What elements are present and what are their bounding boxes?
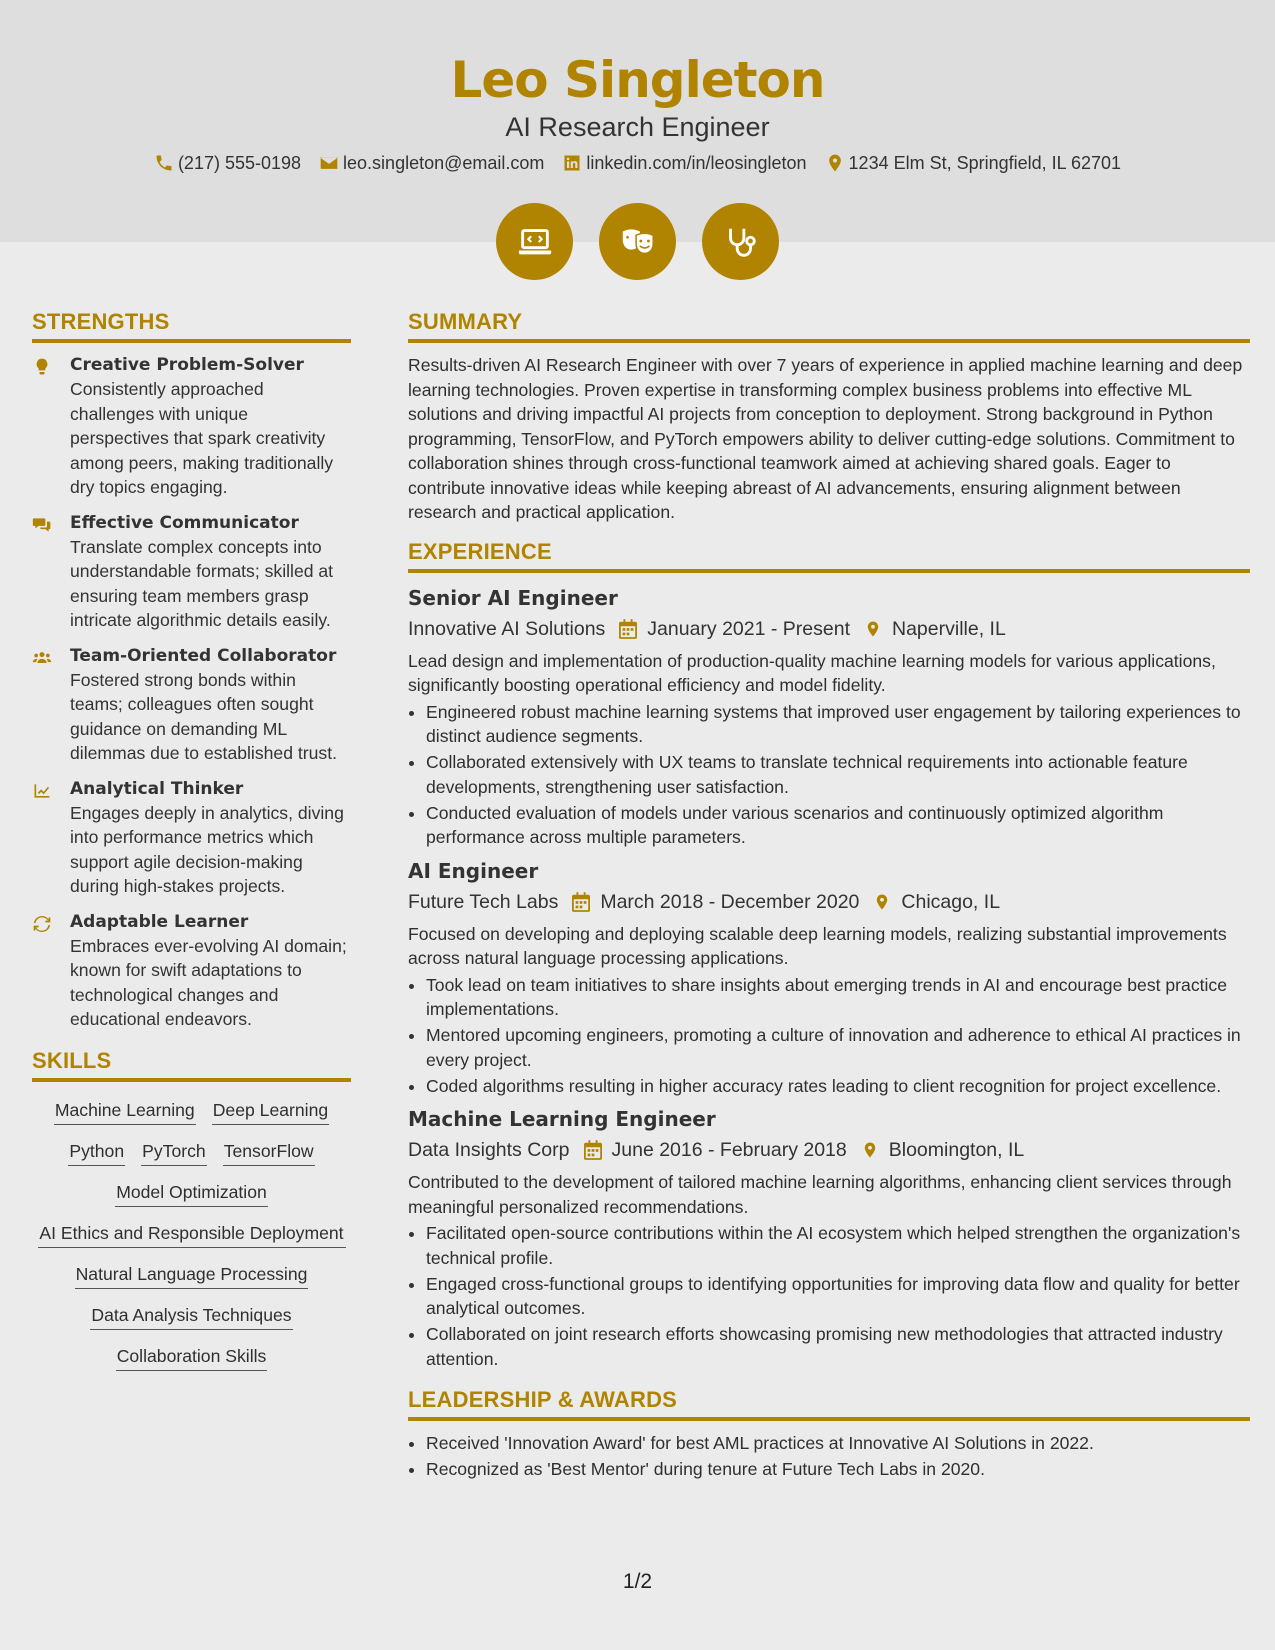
strengths-heading: STRENGTHS xyxy=(32,307,351,343)
email-text: leo.singleton@email.com xyxy=(343,153,545,173)
strength-desc: Fostered strong bonds within teams; colleagues often sought guidance on demanding ML dilemmas due to established trust. xyxy=(70,669,337,763)
skill-tag: Deep Learning xyxy=(212,1098,329,1125)
strength-item xyxy=(32,511,351,633)
address-text: 1234 Elm St, Springfield, IL 62701 xyxy=(848,153,1122,173)
job-bullet: • Collaborated extensively with UX teams to translate technical requirements into actionable feature developments, strengthening user satisfaction. xyxy=(426,750,1250,799)
strength-desc: Translate complex concepts into understandable formats; skilled at ensuring team members grasp intricate algorithmic details easily. xyxy=(70,536,334,630)
contact-email[interactable] xyxy=(319,151,544,175)
contact-phone[interactable] xyxy=(154,151,301,175)
candidate-name: Leo Singleton xyxy=(450,51,825,109)
sync-icon xyxy=(32,914,52,934)
job-bullet: • Took lead on team initiatives to share insights about emerging trends in AI and encourage best practice implementations. xyxy=(426,973,1250,1022)
chart-line-icon xyxy=(32,781,52,801)
skill-tag: Machine Learning xyxy=(54,1098,196,1125)
awards-list xyxy=(408,1431,1250,1482)
job-company: Future Tech Labs xyxy=(408,890,559,913)
job-bullets xyxy=(408,700,1250,850)
candidate-title: AI Research Engineer xyxy=(505,112,770,142)
skill-tag: Natural Language Processing xyxy=(75,1262,309,1289)
job-entry xyxy=(408,856,1250,1099)
page-number: 1/2 xyxy=(622,1570,653,1593)
skills-heading: SKILLS xyxy=(32,1046,351,1082)
location-pin-icon xyxy=(861,1140,879,1160)
job-location: Bloomington, IL xyxy=(888,1139,1025,1161)
skills-list xyxy=(32,1092,351,1379)
job-bullet: • Mentored upcoming engineers, promoting a culture of innovation and adherence to ethical AI practices in every project. xyxy=(426,1023,1250,1072)
job-description: Lead design and implementation of production-quality machine learning models for various applications, significantly boosting operational efficiency and model fidelity. xyxy=(408,650,1216,695)
job-dates: January 2021 - Present xyxy=(647,617,850,640)
envelope-icon xyxy=(319,153,339,173)
job-entry xyxy=(408,1104,1250,1371)
job-company: Innovative AI Solutions xyxy=(408,617,606,640)
job-dates: March 2018 - December 2020 xyxy=(600,890,860,913)
phone-icon xyxy=(154,153,174,173)
job-bullet: • Coded algorithms resulting in higher accuracy rates leading to client recognition for project excellence. xyxy=(426,1074,1250,1099)
awards-heading: LEADERSHIP & AWARDS xyxy=(408,1385,1250,1421)
job-bullets xyxy=(408,973,1250,1099)
strength-title: Team-Oriented Collaborator xyxy=(70,645,337,666)
job-role: Senior AI Engineer xyxy=(408,585,618,610)
laptop-code-icon xyxy=(516,223,554,261)
strength-item xyxy=(32,353,351,500)
job-location: Chicago, IL xyxy=(901,890,1001,913)
calendar-icon xyxy=(584,1140,602,1160)
job-company: Data Insights Corp xyxy=(408,1139,570,1161)
job-bullet: • Facilitated open-source contributions within the AI ecosystem which helped strengthen the organization's technical profile. xyxy=(426,1221,1250,1270)
comments-icon xyxy=(32,515,52,535)
award-item: • Received 'Innovation Award' for best AML practices at Innovative AI Solutions in 2022. xyxy=(426,1431,1250,1456)
experience-heading: EXPERIENCE xyxy=(408,537,1250,573)
users-icon xyxy=(32,648,52,668)
job-location: Naperville, IL xyxy=(892,617,1006,640)
strength-item xyxy=(32,910,351,1032)
skill-tag: Collaboration Skills xyxy=(116,1344,268,1371)
linkedin-text: linkedin.com/in/leosingleton xyxy=(586,153,807,173)
contact-address xyxy=(825,151,1122,175)
job-bullets xyxy=(408,1221,1250,1371)
laptop-code-badge xyxy=(496,203,573,280)
skill-tag: TensorFlow xyxy=(223,1139,315,1166)
contact-linkedin[interactable] xyxy=(562,151,806,175)
job-entry xyxy=(408,583,1250,850)
job-description: Focused on developing and deploying scalable deep learning models, realizing substantial improvements across natural language processing applications. xyxy=(408,923,1227,968)
location-pin-icon xyxy=(873,892,891,912)
strength-title: Adaptable Learner xyxy=(70,911,249,932)
summary-heading: SUMMARY xyxy=(408,307,1250,343)
job-bullet: • Collaborated on joint research efforts showcasing promising new methodologies that attracted industry attention. xyxy=(426,1322,1250,1371)
theater-masks-badge xyxy=(599,203,676,280)
calendar-icon xyxy=(572,892,590,912)
calendar-icon xyxy=(619,619,637,639)
strength-desc: Consistently approached challenges with unique perspectives that spark creativity among peers, making traditionally dry topics engaging. xyxy=(70,379,334,497)
skill-tag: Model Optimization xyxy=(115,1180,268,1207)
strength-title: Effective Communicator xyxy=(70,512,299,533)
job-meta xyxy=(408,886,1250,918)
strength-title: Analytical Thinker xyxy=(70,778,244,799)
strength-item xyxy=(32,777,351,899)
strength-item xyxy=(32,644,351,766)
strength-desc: Engages deeply in analytics, diving into performance metrics which support agile decision-making during high-stakes projects. xyxy=(70,802,344,896)
job-description: Contributed to the development of tailored machine learning algorithms, enhancing client services through meaningful personalized recommendations. xyxy=(408,1172,1232,1217)
skill-tag: Python xyxy=(68,1139,125,1166)
award-item: • Recognized as 'Best Mentor' during tenure at Future Tech Labs in 2020. xyxy=(426,1457,1250,1482)
job-role: AI Engineer xyxy=(408,858,539,883)
interest-badges xyxy=(0,203,1275,280)
lightbulb-icon xyxy=(32,357,52,377)
strength-desc: Embraces ever-evolving AI domain; known for swift adaptations to technological changes and educational endeavors. xyxy=(70,935,347,1029)
job-bullet: • Engaged cross-functional groups to identifying opportunities for improving data flow and quality for better analytical outcomes. xyxy=(426,1272,1250,1321)
job-dates: June 2016 - February 2018 xyxy=(611,1139,847,1161)
strength-title: Creative Problem-Solver xyxy=(70,355,304,375)
skill-tag: PyTorch xyxy=(141,1139,207,1166)
summary-text: Results-driven AI Research Engineer with over 7 years of experience in applied machine learning and deep learning technologies. Proven expertise in transforming complex business problems into effective ML solutions and driving impactful AI projects from conception to deployment. Strong background in Python programming, TensorFlow, and PyTorch empowers ability to deliver cutting-edge solutions. Commitment to collaboration shines through cross-functional teamwork aimed at achieving shared goals. Eager to contribute innovative ideas while keeping abreast of AI advancements, ensuring alignment between research and practical application. xyxy=(408,355,1243,522)
job-bullet: • Engineered robust machine learning systems that improved user engagement by tailoring experiences to distinct audience segments. xyxy=(426,700,1250,749)
job-bullet: • Conducted evaluation of models under various scenarios and continuously optimized algorithm performance across multiple parameters. xyxy=(426,801,1250,850)
left-column xyxy=(32,307,351,1379)
theater-masks-icon xyxy=(619,223,657,261)
job-meta xyxy=(408,613,1250,645)
phone-text: (217) 555-0198 xyxy=(177,153,302,173)
skill-tag: Data Analysis Techniques xyxy=(90,1303,292,1330)
right-column xyxy=(408,307,1250,1483)
contact-bar xyxy=(0,151,1275,175)
job-role: Machine Learning Engineer xyxy=(408,1107,716,1131)
stethoscope-icon xyxy=(722,223,760,261)
job-meta xyxy=(408,1134,1250,1166)
skill-tag: AI Ethics and Responsible Deployment xyxy=(38,1221,346,1248)
linkedin-icon xyxy=(562,153,582,173)
location-pin-icon xyxy=(864,619,882,639)
stethoscope-badge xyxy=(702,203,779,280)
location-pin-icon xyxy=(825,153,845,173)
